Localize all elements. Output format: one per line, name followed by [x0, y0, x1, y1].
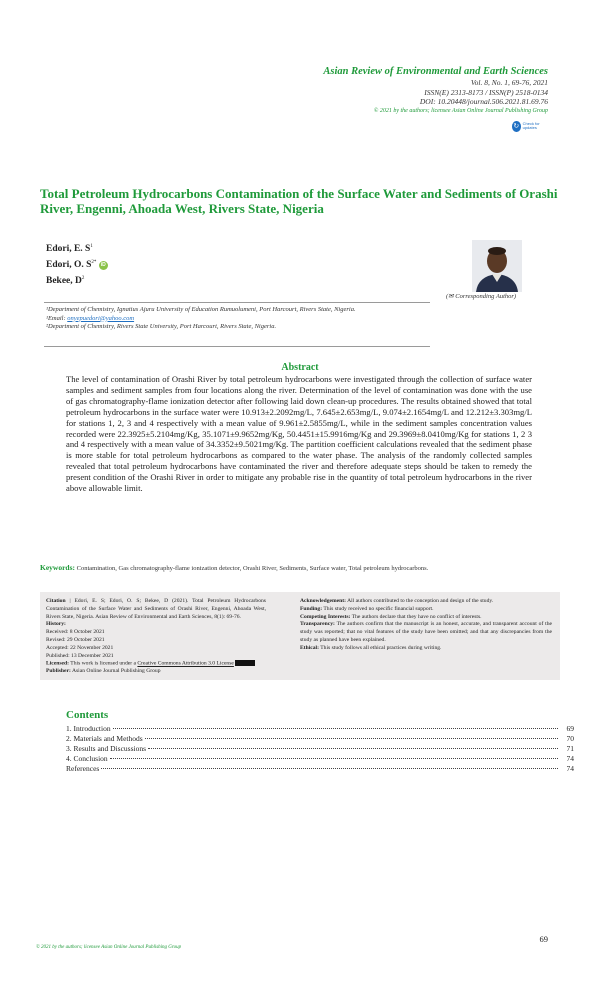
toc-item[interactable]: 2. Materials and Methods 70 — [66, 734, 574, 743]
affiliation-1: ¹Department of Chemistry, Ignatius Ajuru University of Education Rumuolumeni, Port Harcourt, Rivers State, Nigeria. — [46, 306, 356, 313]
contents-heading: Contents — [66, 709, 109, 721]
author-1: Edori, E. $S^1$ — [46, 244, 93, 255]
keywords-text: Contamination, Gas chromatography-flame ionization detector, Orashi River, Sediments, Surface water, Total petroleum hydrocarbons. — [75, 565, 429, 572]
toc-item[interactable]: References 74 — [66, 764, 574, 773]
email-line: ¹Email: onyepuedori@yahoo.com — [46, 314, 135, 322]
toc-item[interactable]: 4. Conclusion 74 — [66, 754, 574, 763]
affiliation-2: ²Department of Chemistry, Rivers State University, Port Harcourt, Rivers State, Nigeria. — [46, 323, 277, 330]
journal-volume: Vol. 8, No. 1, 69-76, 2021 — [470, 78, 548, 87]
author-list — [46, 240, 108, 288]
journal-header — [323, 66, 548, 116]
divider — [44, 346, 430, 347]
table-of-contents — [66, 724, 574, 774]
article-info-left: Citation | Edori, E. S; Edori, O. S; Bekee, D (2021). Total Petroleum Hydrocarbons Contamination of the Surface Water and Sediments of Orashi River, Engenni, Ahoada West, Rivers State, Nigeria. Asian Review of Environmental and Earth Sciences, 8(1): 69-76. History: Received: 8 October 2021 Revised: 29 October 2021 Accepted: 22 November 2021 Published: 13 December 2021 Licensed: This work is licensed under a Creative Commons Attribution 3.0 License Publisher: Asian Online Journal Publishing Group — [46, 598, 266, 675]
corresponding-author-caption: (✉ Corresponding Author) — [446, 293, 517, 300]
divider — [44, 302, 430, 303]
affiliations — [46, 306, 430, 332]
journal-copyright: © 2021 by the authors; licensee Asian Online Journal Publishing Group — [373, 107, 548, 114]
author-photo — [472, 240, 522, 292]
journal-doi[interactable]: DOI: 10.20448/journal.506.2021.81.69.76 — [419, 97, 548, 106]
license-link[interactable]: Creative Commons Attribution 3.0 License — [137, 660, 234, 667]
abstract-text: The level of contamination of Orashi River by total petroleum hydrocarbons were investigated through the collection of surface water samples and sediment samples from four locations along the river. Determination of the level of contamination was done with the use of gas chromatography-flame ionization detector after following laid down clean-up procedures. The results obtained showed that total petroleum hydrocarbons in the surface water were 10.913±2.2092mg/L, 7.645±2.653mg/L, 9.074±2.1654mg/L and 12.212±3.303mg/L for stations 1, 2, 3 and 4 respectively with a mean value of 9.961±2.5855mg/L, while in the sediment samples concentration values recorded were 22.3925±5.2104mg/Kg, 35.1071±9.9652mg/Kg, 50.4451±15.9916mg/Kg and 29.3969±8.0410mg/Kg for stations 1, 2 3 and 4 respectively with a mean value of 34.3352±9.5021mg/Kg. The partition coefficient calculations revealed that the sediment phase is more stable for total petroleum hydrocarbons as compared to the water phase. The analysis of the randomly collected samples revealed that total petroleum hydrocarbons have contaminated the river and therefore adequate steps should be taken to remedy the present condition of the Orashi River in order to mitigate any probable rise in the quantity of total petroleum hydrocarbons in the river above allowable limit. — [66, 374, 532, 494]
email-link[interactable]: onyepuedori@yahoo.com — [67, 314, 135, 322]
check-updates-badge[interactable] — [512, 118, 548, 134]
journal-issn: ISSN(E) 2313-8173 / ISSN(P) 2518-0134 — [424, 87, 548, 97]
keywords — [40, 564, 560, 574]
footer-copyright: © 2021 by the authors; licensee Asian Online Journal Publishing Group — [36, 945, 182, 950]
check-updates-icon: ↻ — [513, 121, 520, 130]
orcid-icon[interactable]: iD — [100, 261, 106, 268]
author-3: Bekee, $D^2$ — [46, 276, 85, 287]
check-updates-label: Check for updates — [522, 120, 540, 130]
abstract-heading: Abstract — [281, 362, 319, 373]
page-number: 69 — [539, 934, 548, 944]
journal-name: Asian Review of Environmental and Earth Sciences — [323, 66, 548, 77]
author-2: Edori, O. $S^{2*}$ iD — [46, 260, 106, 271]
article-info-right: Acknowledgement: All authors contributed to the conception and design of the study. Funding: This study received no specific financial support. Competing Interests: The authors declare that they have no conflict of interests. Transparency: The authors confirm that the manuscript is an honest, accurate, and transparent account of the study was reported; that no vital features of the study have been omitted; and that any discrepancies from the study as planned have been explained. Ethical: This study follows all ethical practices during writing. — [300, 598, 552, 651]
cc-license-icon — [235, 660, 255, 666]
keywords-label: Keywords: — [40, 563, 75, 572]
toc-item[interactable]: 1. Introduction 69 — [66, 724, 574, 733]
toc-item[interactable]: 3. Results and Discussions 71 — [66, 744, 574, 753]
article-title: Total Petroleum Hydrocarbons Contamination of the Surface Water and Sediments of Orashi River, Engenni, Ahoada West, Rivers State, Nigeria — [40, 186, 558, 216]
